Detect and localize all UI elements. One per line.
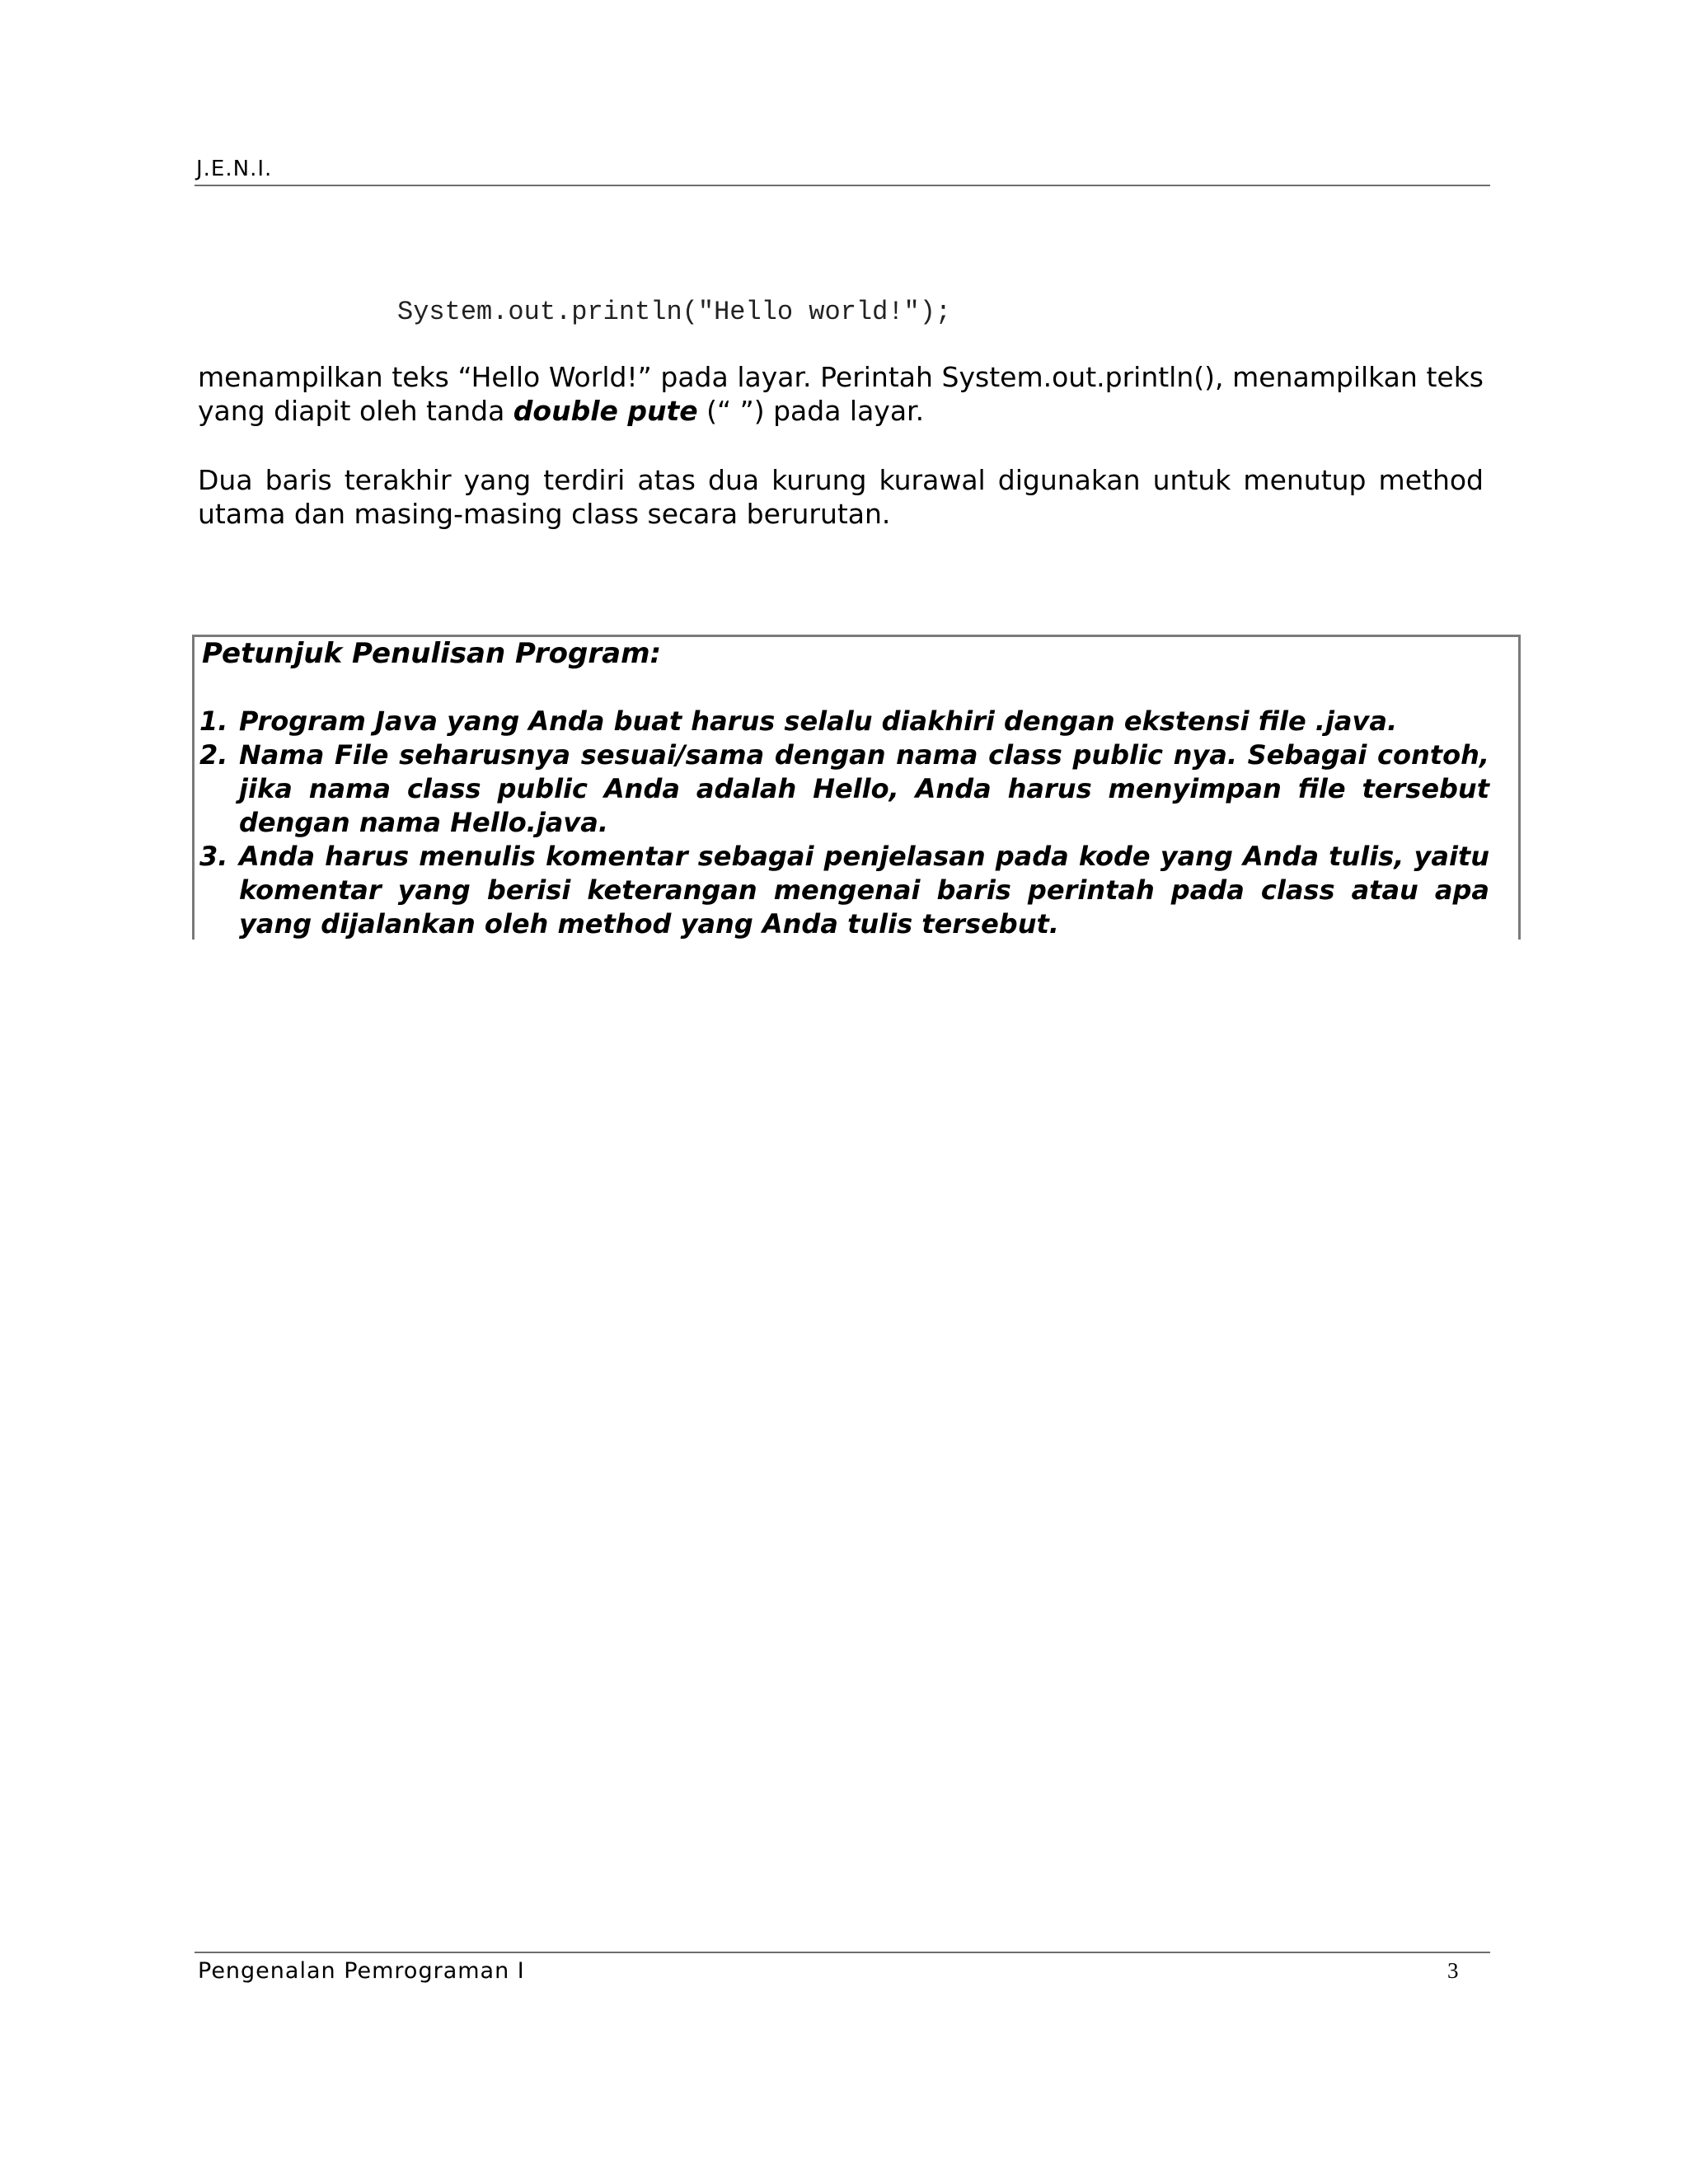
paragraph-closing-braces: Dua baris terakhir yang terdiri atas dua kurung kurawal digunakan untuk menutup method utama dan masing-masing class secara berurutan. — [198, 464, 1484, 530]
guide-title: Petunjuk Penulisan Program: — [202, 637, 662, 670]
guide-list — [199, 705, 1489, 941]
guide-item-number: 2. — [199, 739, 228, 771]
guide-item — [199, 840, 1489, 941]
header-divider — [195, 185, 1490, 186]
paragraph-text: menampilkan teks “Hello World!” pada layar. Perintah System.out.println(), menampilkan teks yang diapit oleh tanda — [198, 361, 1484, 427]
guide-item-number: 1. — [199, 705, 228, 737]
guide-item-text: Nama File seharusnya sesuai/sama dengan nama class public nya. Sebagai contoh, jika nama class public Anda adalah Hello, Anda harus menyimpan file tersebut dengan nama Hello.java. — [239, 739, 1489, 838]
guide-item-text: Anda harus menulis komentar sebagai penjelasan pada kode yang Anda tulis, yaitu komentar yang berisi keterangan mengenai baris perintah pada class atau apa yang dijalankan oleh method yang Anda tulis tersebut. — [239, 841, 1489, 940]
emphasis-double-quote: double pute — [513, 395, 698, 427]
footer-title: Pengenalan Pemrograman I — [198, 1958, 525, 1984]
footer-divider — [195, 1952, 1490, 1953]
paragraph-text: (“ ”) pada layar. — [697, 395, 925, 427]
program-writing-guide-box — [192, 635, 1521, 940]
guide-item-number: 3. — [199, 841, 228, 872]
guide-item-text: Program Java yang Anda buat harus selalu diakhiri dengan ekstensi file .java. — [239, 705, 1398, 737]
paragraph-println-explanation — [198, 360, 1484, 428]
page-number: 3 — [1447, 1958, 1459, 1983]
header-label: J.E.N.I. — [196, 157, 273, 181]
code-snippet: System.out.println("Hello world!"); — [397, 297, 952, 327]
guide-item — [199, 705, 1489, 738]
guide-item — [199, 738, 1489, 840]
